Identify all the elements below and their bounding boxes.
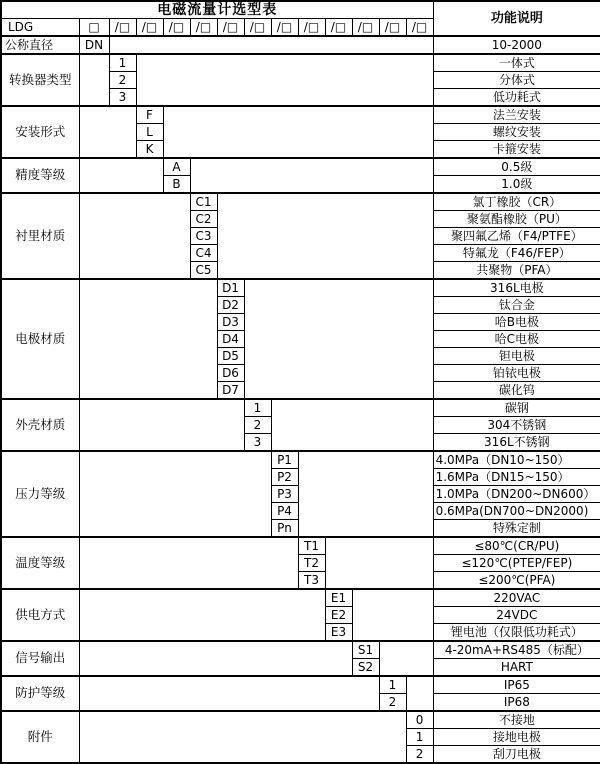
desc-cell: 0.5级 [433,158,600,176]
category-cell: 衬里材质 [1,193,79,279]
desc-cell: 4.0MPa（DN10~150） [433,451,600,469]
desc-cell: 316L电极 [433,279,600,297]
desc-cell: 0.6MPa(DN700~DN2000) [433,503,600,520]
spacer-cell [79,711,406,763]
spacer-cell [136,54,433,106]
category-cell: 信号输出 [1,641,79,676]
title-row [1,1,600,19]
code-cell: C5 [190,262,217,280]
code-cell: 3 [244,434,271,452]
desc-cell: 哈C电极 [433,331,600,348]
code-cell: Pn [271,520,298,538]
spacer-cell [79,399,244,451]
desc-cell: IP65 [433,676,600,694]
code-cell: C3 [190,228,217,245]
desc-cell: 特殊定制 [433,520,600,538]
code-cell: D2 [217,297,244,314]
code-cell: E1 [325,589,352,607]
code-cell: D6 [217,365,244,382]
code-cell: P4 [271,503,298,520]
desc-cell: 钽电极 [433,348,600,365]
code-cell: S1 [352,641,379,659]
desc-cell: 哈B电极 [433,314,600,331]
spacer-cell [79,451,271,537]
spacer-cell [352,589,433,641]
desc-cell: 钛合金 [433,297,600,314]
spacer-cell [190,158,433,193]
code-cell: E2 [325,607,352,624]
code-slot: /□ [163,19,190,37]
spacer-cell [163,106,433,158]
spacer-cell [79,641,352,676]
code-cell: 1 [109,54,136,72]
code-cell: T1 [298,537,325,555]
spacer-cell [244,279,433,399]
desc-cell: 10-2000 [433,36,600,54]
spacer-cell [79,106,136,158]
desc-cell: 卡箍安装 [433,141,600,159]
code-cell: 1 [379,676,406,694]
category-cell: 温度等级 [1,537,79,589]
code-cell: P1 [271,451,298,469]
code-cell: D4 [217,331,244,348]
code-cell: P2 [271,469,298,486]
category-cell: 转换器类型 [1,54,79,106]
code-slot: /□ [325,19,352,37]
desc-cell: 24VDC [433,607,600,624]
code-cell: 2 [109,72,136,89]
spacer-cell [79,158,163,193]
spacer-cell [406,676,433,711]
category-cell: 外壳材质 [1,399,79,451]
category-cell: 公称直径 [1,36,79,54]
desc-cell: 氯丁橡胶（CR） [433,193,600,211]
code-cell: D5 [217,348,244,365]
code-slot: /□ [190,19,217,37]
diameter-row [1,36,600,54]
desc-cell: 特氟龙（F46/FEP） [433,245,600,262]
spacer-cell [79,193,190,279]
code-cell: DN [79,36,109,54]
spacer-cell [79,54,109,106]
desc-cell: ≤200℃(PFA) [433,572,600,590]
desc-cell: 不接地 [433,711,600,729]
code-slot: /□ [271,19,298,37]
code-cell: 0 [406,711,433,729]
spacer-cell [271,399,433,451]
code-slot: /□ [352,19,379,37]
code-cell: D7 [217,382,244,400]
desc-cell: IP68 [433,694,600,712]
desc-cell: 法兰安装 [433,106,600,124]
desc-cell: 聚四氟乙烯（F4/PTFE） [433,228,600,245]
code-slot: /□ [406,19,433,37]
desc-cell: ≤120℃(PTEP/FEP) [433,555,600,572]
code-cell: C4 [190,245,217,262]
code-cell: T2 [298,555,325,572]
desc-cell: 刮刀电极 [433,746,600,764]
category-cell: 电极材质 [1,279,79,399]
code-slot: /□ [136,19,163,37]
code-cell: 2 [244,417,271,434]
desc-cell: 碳化钨 [433,382,600,400]
code-cell: 2 [379,694,406,712]
model-prefix: LDG [1,19,79,37]
desc-cell: 4-20mA+RS485（标配） [433,641,600,659]
code-cell: 3 [109,89,136,107]
desc-cell: 220VAC [433,589,600,607]
category-cell: 安装形式 [1,106,79,158]
function-description-header: 功能说明 [433,1,600,36]
category-cell: 精度等级 [1,158,79,193]
desc-cell: 碳钢 [433,399,600,417]
spacer-cell [79,589,325,641]
category-cell: 附件 [1,711,79,763]
category-cell: 压力等级 [1,451,79,537]
desc-cell: 304不锈钢 [433,417,600,434]
code-cell: F [136,106,163,124]
desc-cell: 聚氨酯橡胶（PU） [433,211,600,228]
spacer-cell [79,676,379,711]
page-title: 电磁流量计选型表 [1,1,433,19]
code-cell: S2 [352,659,379,677]
code-cell: 1 [244,399,271,417]
spacer-cell [217,193,433,279]
code-slot: /□ [109,19,136,37]
desc-cell: 1.0MPa（DN200~DN600） [433,486,600,503]
code-cell: D3 [217,314,244,331]
desc-cell: 锂电池（仅限低功耗式） [433,624,600,642]
desc-cell: 接地电极 [433,729,600,746]
code-cell: 1 [406,729,433,746]
spacer-cell [379,641,433,676]
code-slot: /□ [217,19,244,37]
spacer-cell [109,36,433,54]
desc-cell: 一体式 [433,54,600,72]
code-cell: 2 [406,746,433,764]
desc-cell: 316L不锈钢 [433,434,600,452]
desc-cell: 铂铱电极 [433,365,600,382]
code-cell: A [163,158,190,176]
desc-cell: ≤80℃(CR/PU) [433,537,600,555]
desc-cell: 共聚物（PFA） [433,262,600,280]
code-slot: /□ [379,19,406,37]
spacer-cell [79,279,217,399]
code-box: □ [79,19,109,37]
spacer-cell [79,537,298,589]
code-cell: L [136,124,163,141]
desc-cell: 螺纹安装 [433,124,600,141]
code-cell: C2 [190,211,217,228]
desc-cell: HART [433,659,600,677]
spacer-cell [325,537,433,589]
code-cell: B [163,176,190,194]
code-cell: K [136,141,163,159]
desc-cell: 低功耗式 [433,89,600,107]
category-cell: 供电方式 [1,589,79,641]
desc-cell: 1.0级 [433,176,600,194]
code-cell: E3 [325,624,352,642]
code-cell: P3 [271,486,298,503]
code-cell: C1 [190,193,217,211]
spacer-cell [298,451,433,537]
category-cell: 防护等级 [1,676,79,711]
code-cell: D1 [217,279,244,297]
code-slot: /□ [298,19,325,37]
code-cell: T3 [298,572,325,590]
code-slot: /□ [244,19,271,37]
desc-cell: 分体式 [433,72,600,89]
desc-cell: 1.6MPa（DN15~150） [433,469,600,486]
